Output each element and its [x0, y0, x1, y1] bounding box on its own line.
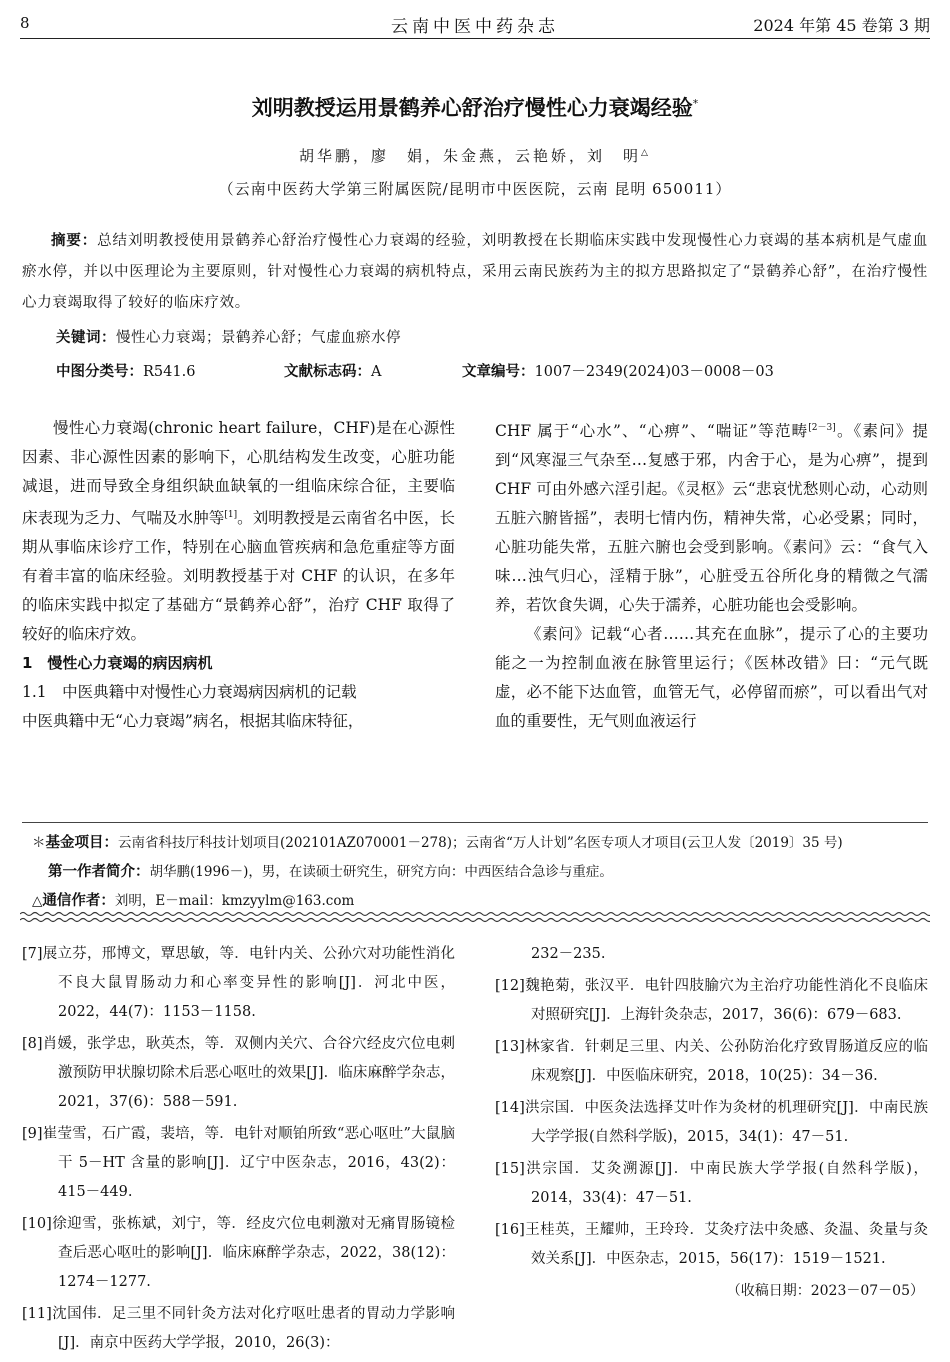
- reference-item: [11]沈国伟．足三里不同针灸方法对化疗呕吐患者的胃动力学影响[J]．南京中医药大学学报，2010，26(3)：: [22, 1306, 455, 1351]
- corresponding-mark-foot: △: [32, 893, 43, 909]
- section-heading: 1 慢性心力衰竭的病因病机: [22, 654, 213, 673]
- article-number: [462, 360, 774, 381]
- article-meta: [56, 360, 928, 384]
- abstract-label: 摘要：: [51, 233, 98, 249]
- fund-note: [22, 829, 928, 858]
- doc-value: A: [371, 364, 382, 380]
- fund-label: 基金项目：: [45, 835, 118, 851]
- article-value: 1007－2349(2024)03－0008－03: [534, 364, 774, 380]
- authors-text: 胡华鹏，廖 娟，朱金燕，云艳娇，刘 明: [299, 147, 642, 165]
- references-right: [495, 940, 928, 1306]
- clc-value: R541.6: [143, 364, 196, 380]
- paragraph-text-cont: 。刘明教授是云南省名中医，长期从事临床诊疗工作，特别在心脑血管疾病和急危重症等方面有着丰富的临床经验。刘明教授基于对 CHF 的认识，在多年的临床实践中拟定了基础方“景鹤养心舒”，治疗 CHF 取得了较好的临床疗效。: [22, 509, 455, 644]
- body-paragraph: 《素问》记载“心者……其充在血脉”，提示了心的主要功能之一为控制血液在脉管里运行；《医林改错》曰：“元气既虚，必不能下达血管，血管无气，必停留而瘀”，可以看出气对血的重要性，无气则血液运行: [495, 625, 928, 731]
- corresponding-text: 刘明，E－mail：kmzyylm@163.com: [114, 893, 355, 909]
- reference-item: [7]展立芬，邢博文，覃思敏，等．电针内关、公孙穴对功能性消化不良大鼠胃肠动力和心率变异性的影响[J]．河北中医，2022，44(7)：1153－1158.: [22, 946, 455, 1020]
- issue-info: 2024 年第 45 卷第 3 期: [753, 16, 930, 35]
- first-author-label: 第一作者简介：: [48, 864, 150, 880]
- paragraph-text: 慢性心力衰竭(chronic heart failure，CHF)是在心源性因素、非心源性因素的影响下，心肌结构发生改变，心脏功能减退，进而导致全身组织缺血缺氧的一组临床综合征，主要临床表现为乏力、气喘及水肿等: [22, 419, 455, 528]
- running-header: [20, 12, 930, 39]
- fund-mark: ＊: [32, 835, 46, 851]
- clc-number: [56, 360, 195, 381]
- title-footnote-mark: *: [692, 97, 699, 110]
- reference-item: [13]林家省．针刺足三里、内关、公孙防治化疗致胃肠道反应的临床观察[J]．中医临床研究，2018，10(25)：34－36.: [495, 1039, 928, 1084]
- doc-label: 文献标志码：: [284, 364, 371, 380]
- body-paragraph: 中医典籍中无“心力衰竭”病名，根据其临床特征，: [22, 712, 364, 731]
- wavy-divider: [20, 910, 930, 924]
- body-paragraph: [22, 414, 455, 649]
- document-code: [284, 360, 381, 381]
- clc-label: 中图分类号：: [56, 364, 143, 380]
- article-label: 文章编号：: [462, 364, 535, 380]
- journal-name: 云南中医中药杂志: [391, 17, 559, 37]
- footnotes: [22, 822, 928, 916]
- citation: [2－3]: [808, 423, 836, 433]
- subsection-heading: 1.1 中医典籍中对慢性心力衰竭病因病机的记载: [22, 683, 357, 702]
- title-text: 刘明教授运用景鹤养心舒治疗慢性心力衰竭经验: [251, 96, 693, 120]
- abstract-text: 总结刘明教授使用景鹤养心舒治疗慢性心力衰竭的经验，刘明教授在长期临床实践中发现慢性心力衰竭的基本病机是气虚血瘀水停，并以中医理论为主要原则，针对慢性心力衰竭的病机特点，采用云南民族药为主的拟方思路拟定了“景鹤养心舒”，在治疗慢性心力衰竭取得了较好的临床疗效。: [22, 233, 928, 311]
- reference-item: [16]王桂英，王耀帅，王玲玲．艾灸疗法中灸感、灸温、灸量与灸效关系[J]．中医杂志，2015，56(17)：1519－1521.: [495, 1222, 928, 1267]
- reference-item: [8]肖媛，张学忠，耿英杰，等．双侧内关穴、合谷穴经皮穴位电刺激预防甲状腺切除术后恶心呕吐的效果[J]．临床麻醉学杂志，2021，37(6)：588－591.: [22, 1036, 455, 1110]
- references-left: [22, 940, 455, 1361]
- paragraph-text: CHF 属于“心水”、“心痹”、“喘证”等范畴: [495, 422, 809, 441]
- reference-item: [9]崔莹雪，石广霞，裴培，等．电针对顺铂所致“恶心呕吐”大鼠脑干 5－HT 含量的影响[J]．辽宁中医杂志，2016，43(2)：415－449.: [22, 1126, 455, 1200]
- keywords-label: 关键词：: [56, 330, 116, 346]
- paragraph-text-cont: 。《素问》提到“风寒湿三气杂至…复感于邪，内舍于心，是为心痹”，提到 CHF 可由外感六淫引起。《灵枢》云“悲哀忧愁则心动，心动则五脏六腑皆摇”，表明七情内伤，精神失常，心必受累；同时，心脏功能失常，五脏六腑也会受到影响。《素问》云：“食气入味…浊气归心，淫精于脉”，心脏受五谷所化身的精微之气濡养，若饮食失调，心失于濡养，心脏功能也会受影响。: [495, 422, 928, 615]
- body-paragraph: [495, 414, 928, 620]
- body-right-column: [495, 414, 928, 736]
- first-author-text: 胡华鹏(1996－)，男，在读硕士研究生，研究方向：中西医结合急诊与重症。: [149, 864, 613, 880]
- corresponding-label: 通信作者：: [42, 893, 115, 909]
- fund-text: 云南省科技厅科技计划项目(202101AZ070001－278)；云南省“万人计划”名医专项人才项目(云卫人发〔2019〕35 号): [118, 835, 843, 851]
- affiliation: （云南中医药大学第三附属医院/昆明市中医医院，云南 昆明 650011）: [218, 180, 732, 198]
- received-date: （收稿日期：2023－07－05）: [726, 1283, 924, 1299]
- reference-continuation: 232－235.: [531, 946, 606, 962]
- citation: [1]: [224, 510, 238, 520]
- body-left-column: [22, 414, 455, 736]
- abstract: [22, 226, 928, 319]
- keywords: [56, 326, 401, 347]
- reference-item: [10]徐迎雪，张栋斌，刘宁，等．经皮穴位电刺激对无痛胃肠镜检查后恶心呕吐的影响[J]．临床麻醉学杂志，2022，38(12)：1274－1277.: [22, 1216, 455, 1290]
- reference-item: [14]洪宗国．中医灸法选择艾叶作为灸材的机理研究[J]．中南民族大学学报(自然科学版)，2015，34(1)：47－51.: [495, 1100, 928, 1145]
- author-list: [0, 145, 950, 166]
- page-number: 8: [20, 14, 30, 32]
- first-author-note: [22, 858, 928, 887]
- keywords-text: 慢性心力衰竭；景鹤养心舒；气虚血瘀水停: [116, 330, 401, 346]
- article-title: [0, 92, 950, 122]
- reference-item: [15]洪宗国．艾灸溯源[J]．中南民族大学学报(自然科学版)，2014，33(4)：47－51.: [495, 1161, 928, 1206]
- reference-item: [12]魏艳菊，张汉平．电针四肢腧穴为主治疗功能性消化不良临床对照研究[J]．上海针灸杂志，2017，36(6)：679－683.: [495, 978, 928, 1023]
- corresponding-mark: △: [641, 148, 651, 158]
